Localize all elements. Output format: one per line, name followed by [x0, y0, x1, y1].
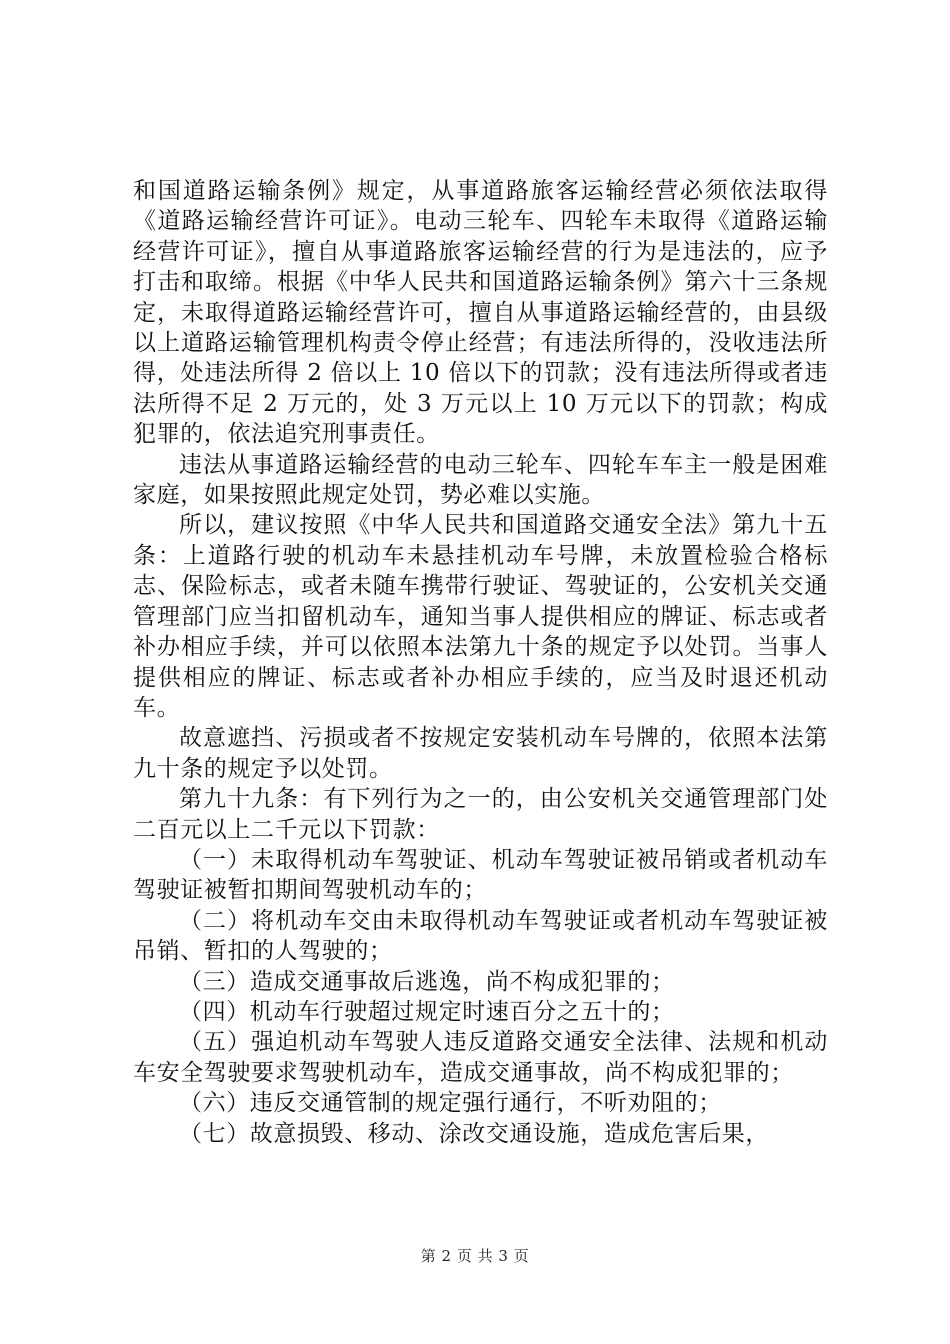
document-body: [133, 176, 828, 1149]
paragraph-continuation: 和国道路运输条例》规定，从事道路旅客运输经营必须依法取得《道路运输经营许可证》。电动三轮车、四轮车未取得《道路运输经营许可证》，擅自从事道路旅客运输经营的行为是违法的，应予打击和取缔。根据《中华人民共和国道路运输条例》第六十三条规定，未取得道路运输经营许可，擅自从事道路运输经营的，由县级以上道路运输管理机构责令停止经营；有违法所得的，没收违法所得，处违法所得 2 倍以上 10 倍以下的罚款；没有违法所得或者违法所得不足 2 万元的，处 3 万元以上 10 万元以下的罚款；构成犯罪的，依法追究刑事责任。: [133, 178, 828, 448]
list-item-7: （七）故意损毁、移动、涂改交通设施，造成危害后果，: [179, 1120, 769, 1147]
paragraph-article-95: 所以，建议按照《中华人民共和国道路交通安全法》第九十五条：上道路行驶的机动车未悬挂机动车号牌，未放置检验合格标志、保险标志，或者未随车携带行驶证、驾驶证的，公安机关交通管理部门应当扣留机动车，通知当事人提供相应的牌证、标志或者补办相应手续，并可以依照本法第九十条的规定予以处罚。当事人提供相应的牌证、标志或者补办相应手续的，应当及时退还机动车。: [133, 512, 828, 721]
list-item-3: （三）造成交通事故后逃逸，尚不构成犯罪的；: [179, 968, 675, 995]
paragraph-article-99: 第九十九条：有下列行为之一的，由公安机关交通管理部门处二百元以上二千元以下罚款：: [133, 786, 828, 843]
page-footer: 第 2 页 共 3 页: [420, 1247, 530, 1265]
list-item-1: （一）未取得机动车驾驶证、机动车驾驶证被吊销或者机动车驾驶证被暂扣期间驾驶机动车的；: [133, 846, 828, 904]
list-item-5: （五）强迫机动车驾驶人违反道路交通安全法律、法规和机动车安全驾驶要求驾驶机动车，造成交通事故，尚不构成犯罪的；: [133, 1029, 828, 1086]
list-item-2: （二）将机动车交由未取得机动车驾驶证或者机动车驾驶证被吊销、暂扣的人驾驶的；: [133, 907, 828, 965]
paragraph-license-plate: 故意遮挡、污损或者不按规定安装机动车号牌的，依照本法第九十条的规定予以处罚。: [133, 725, 828, 782]
list-item-4: （四）机动车行驶超过规定时速百分之五十的；: [179, 998, 675, 1025]
paragraph-hardship: 违法从事道路运输经营的电动三轮车、四轮车车主一般是困难家庭，如果按照此规定处罚，势必难以实施。: [133, 451, 828, 509]
list-item-6: （六）违反交通管制的规定强行通行，不听劝阻的；: [179, 1090, 722, 1117]
